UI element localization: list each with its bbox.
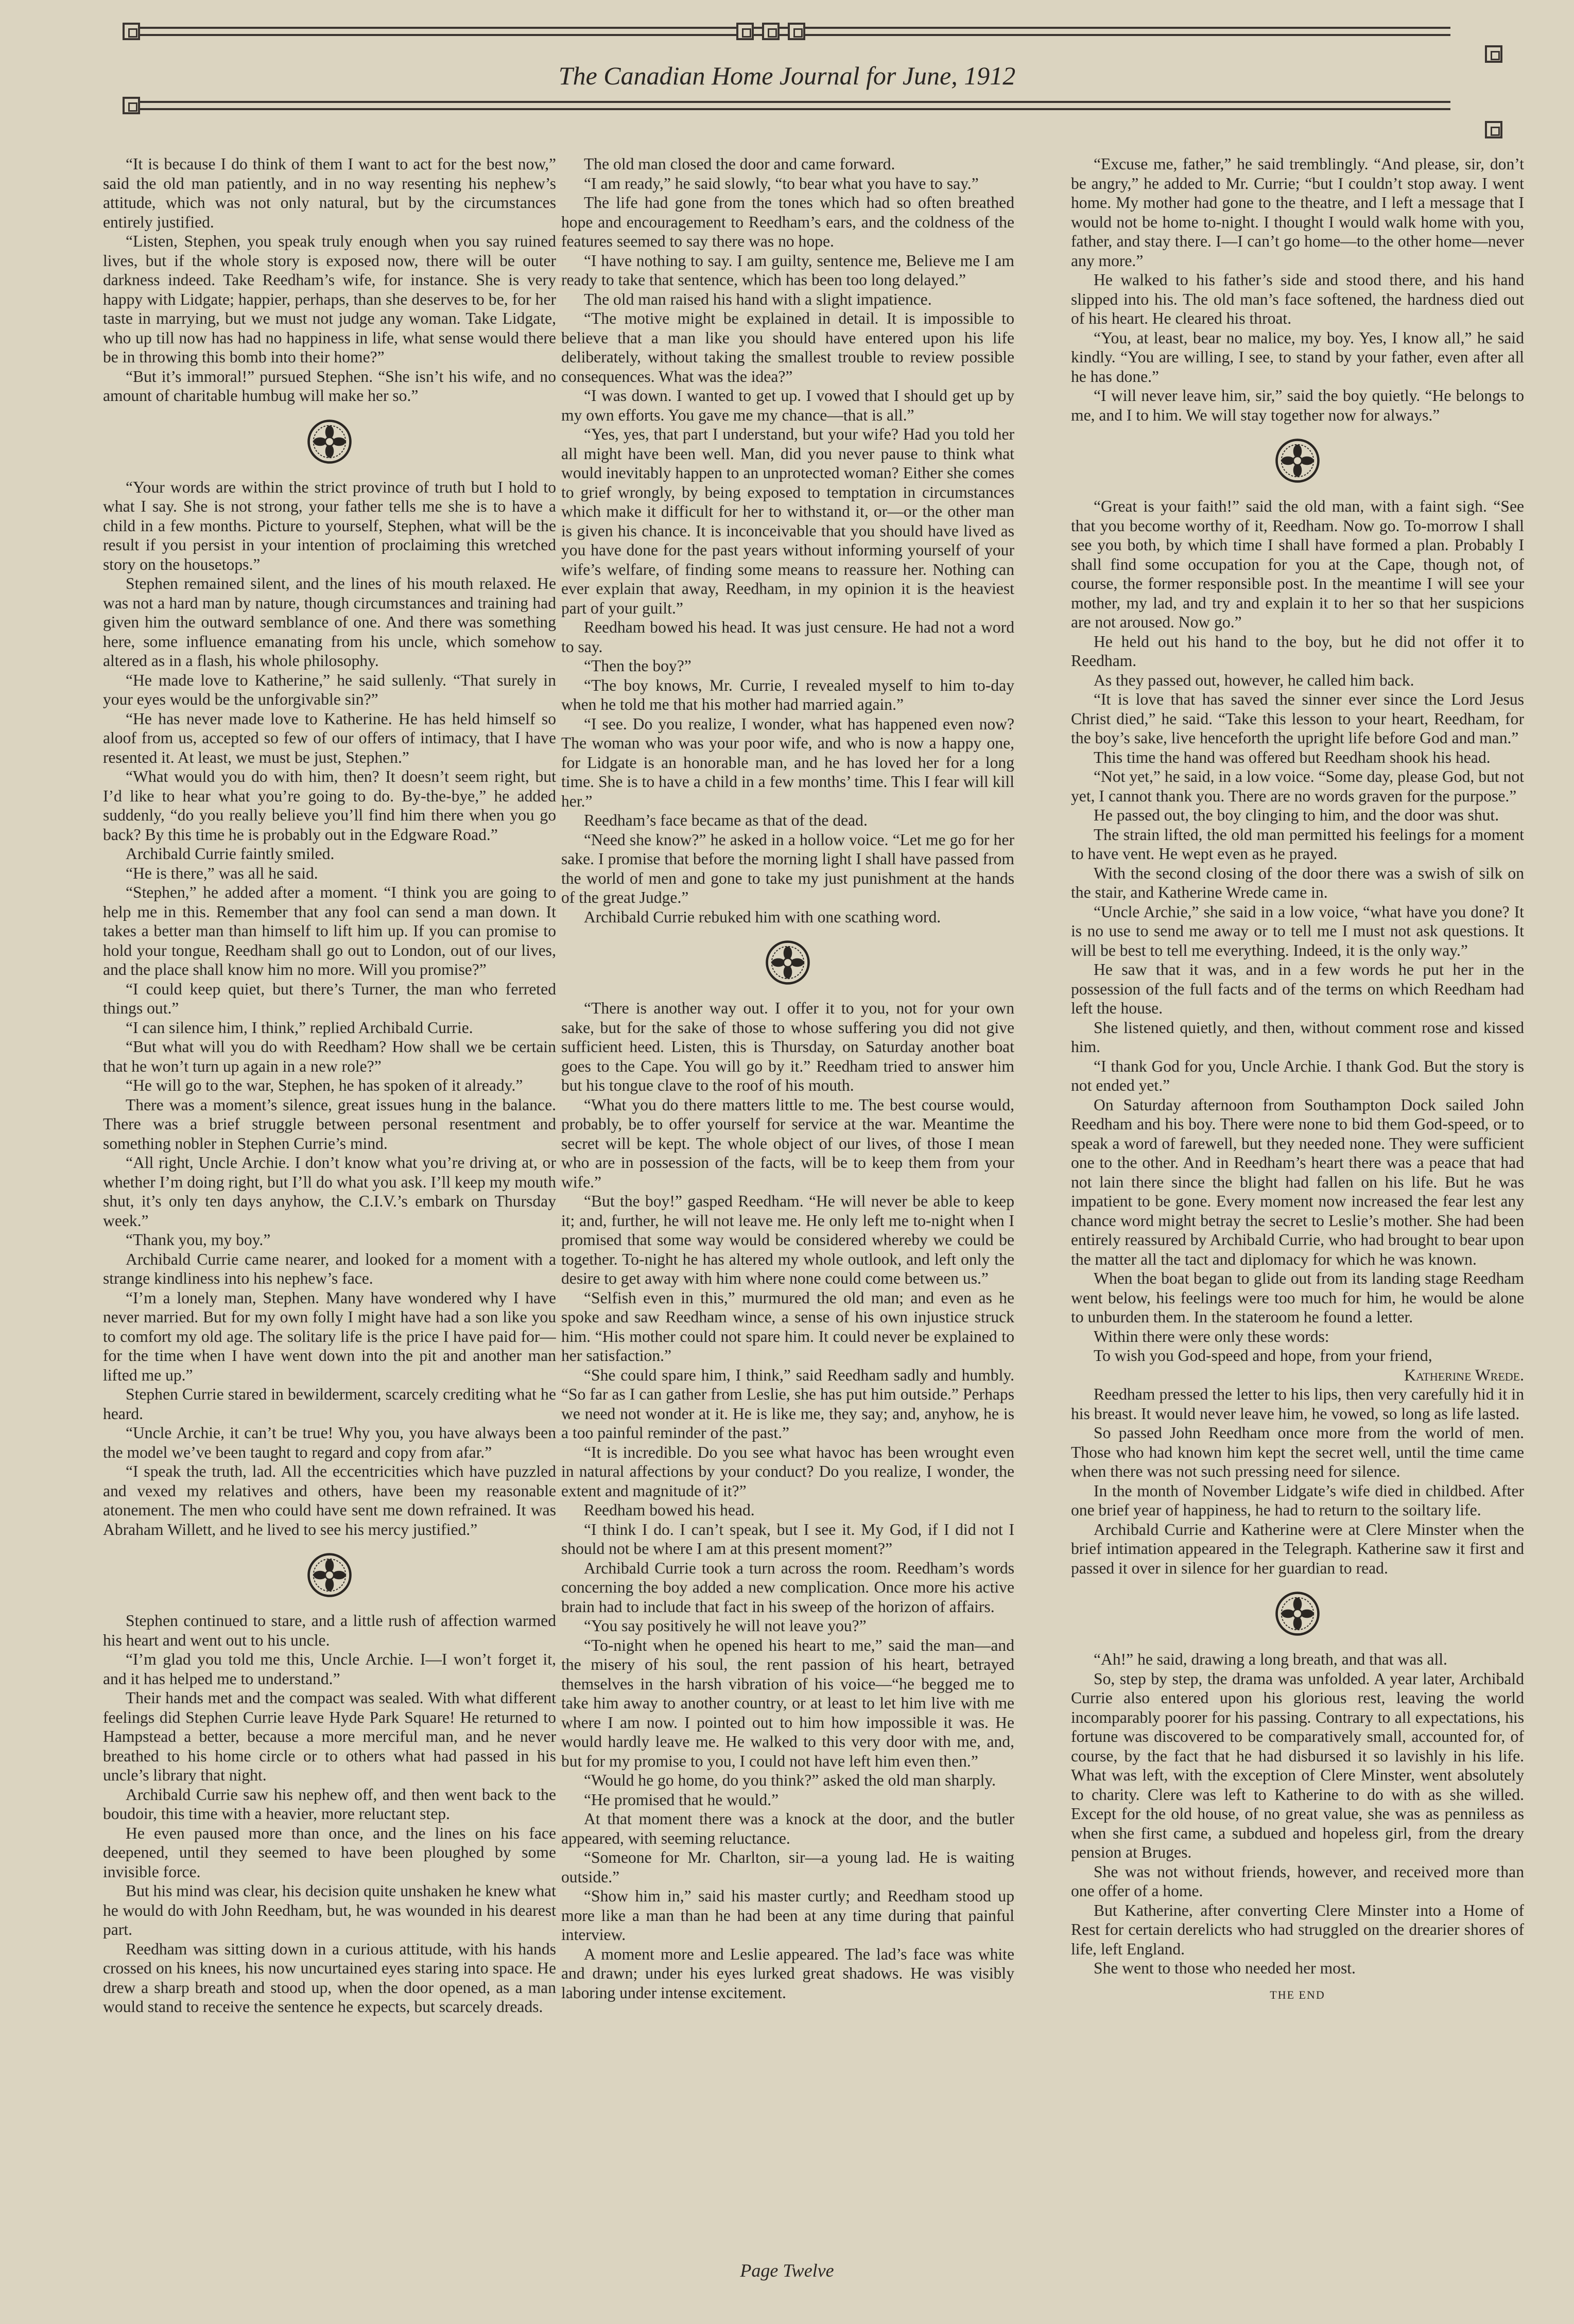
paragraph: “Ah!” he said, drawing a long breath, and that was all.: [1094, 1650, 1447, 1668]
paragraph: “He is there,” was all he said.: [126, 864, 318, 882]
paragraph: “But the boy!” gasped Reedham. “He will never be able to keep it; and, further, he will not leave me. He only left me to-night when I promised that some way would be considered whereby we could be together. To-night he has altered my whole outlook, and left only the desire to get away with him where none could come between us.”: [561, 1192, 1014, 1287]
paragraph: She was not without friends, however, and received more than one offer of a home.: [1071, 1862, 1524, 1900]
paragraph: “Would he go home, do you think?” asked the old man sharply.: [584, 1771, 996, 1789]
paragraph: Stephen Currie stared in bewilderment, scarcely crediting what he heard.: [103, 1385, 556, 1423]
top-rule-inner: [124, 34, 1450, 36]
paragraph: “It is because I do think of them I want to act for the best now,” said the old man patiently, and in no way resenting his nephew’s attitude, which was not only natural, but by the circumstances entirely justified.: [103, 155, 556, 231]
paragraph: “I’m glad you told me this, Uncle Archie. I—I won’t forget it, and it has helped me to understand.”: [103, 1650, 556, 1688]
paragraph: “But what will you do with Reedham? How shall we be certain that he won’t turn up again in a new role?”: [103, 1038, 556, 1075]
paragraph: “You say positively he will not leave you?”: [584, 1617, 867, 1635]
paragraph: “Uncle Archie,” she said in a low voice, “what have you done? It is no use to send me away or to tell me I must not ask questions. It will be best to tell me everything. Indeed, it is the only way.”: [1071, 902, 1524, 959]
paragraph: “Need she know?” he asked in a hollow voice. “Let me go for her sake. I promise that before the morning light I shall have passed from the world of men and gone to take my just punishment at the hands of the great Judge.”: [561, 830, 1014, 906]
paragraph: “I have nothing to say. I am guilty, sentence me, Believe me I am ready to take that sentence, which has been too long delayed.”: [561, 251, 1014, 289]
corner-ornament-icon: [123, 23, 140, 40]
paragraph: He even paused more than once, and the lines on his face deepened, until they seemed to have been ploughed by some invisible force.: [103, 1824, 556, 1881]
paragraph: Archibald Currie and Katherine were at Clere Minster when the brief intimation appeared in the Telegraph. Katherine saw it first and passed it over in silence for her guardian to read.: [1071, 1520, 1524, 1577]
header-rule: [124, 101, 1450, 103]
paragraph: “He promised that he would.”: [584, 1790, 779, 1809]
paragraph: “She could spare him, I think,” said Reedham sadly and humbly. “So far as I can gather from Leslie, she has put him outside.” Perhaps we need not wonder at it. He is like me, they say; and, anyhow, he is a too painful reminder of the past.”: [561, 1366, 1014, 1442]
top-rule: [124, 27, 1450, 29]
page-number: Page Twelve: [740, 2260, 834, 2281]
paragraph: “Stephen,” he added after a moment. “I think you are going to help me in this. Remember that any fool can send a man down. It takes a better man than himself to lift him up. If you can promise to hold your tongue, Reedham shall go out to London, out of our lives, and the place shall know him no more. Will you promise?”: [103, 883, 556, 978]
the-end-label: THE END: [1270, 1988, 1325, 2001]
paragraph: When the boat began to glide out from its landing stage Reedham went below, his feelings were too much for him, he would be alone to unburden them. In the stateroom he found a letter.: [1071, 1269, 1524, 1326]
paragraph: Stephen continued to stare, and a little rush of affection warmed his heart and went out to his uncle.: [103, 1612, 556, 1649]
paragraph: Within there were only these words:: [1094, 1327, 1329, 1346]
paragraph: So, step by step, the drama was unfolded. A year later, Archibald Currie also entered upon his glorious rest, leaving the world incomparably poorer for his passing. Contrary to all expectations, his fortune was discovered to be comparatively small, accounted for, of course, by the fact that he had disbursed it so lavishly in his life. What was left, with the exception of Clere Minster, went absolutely to charity. Clere was left to Katherine to do with as she willed. Except for the old house, of no great value, she was as penniless as when she first came, a subdued and hopeless girl, from the dreary pension at Bruges.: [1071, 1669, 1524, 1861]
paragraph: Archibald Currie saw his nephew off, and then went back to the boudoir, this time with a heavier, more reluctant step.: [103, 1785, 556, 1823]
paragraph: The life had gone from the tones which had so often breathed hope and encouragement to Reedham’s ears, and the coldness of the features seemed to say there was no hope.: [561, 194, 1014, 250]
paragraph: So passed John Reedham once more from the world of men. Those who had known him kept the secret well, until the time came when there was not such pressing need for silence.: [1071, 1424, 1524, 1480]
paragraph: “It is love that has saved the sinner ever since the Lord Jesus Christ died,” he said. “Take this lesson to your heart, Reedham, for the boy’s sake, live henceforth the upright life before God and man.”: [1071, 690, 1524, 747]
paragraph: “I think I do. I can’t speak, but I see it. My God, if I did not I should not be where I am at this present moment?”: [561, 1520, 1014, 1558]
letter-text: To wish you God-speed and hope, from your friend,: [1094, 1347, 1432, 1365]
paragraph: Reedham bowed his head. It was just censure. He had not a word to say.: [561, 618, 1014, 656]
header-rule-inner: [124, 108, 1450, 110]
paragraph: “He made love to Katherine,” he said sullenly. “That surely in your eyes would be the unforgivable sin?”: [103, 671, 556, 708]
paragraph: “Not yet,” he said, in a low voice. “Some day, please God, but not yet, I cannot thank you. There are no words graven for the purpose.”: [1071, 767, 1524, 805]
paragraph: “I could keep quiet, but there’s Turner, the man who ferreted things out.”: [103, 980, 556, 1017]
paragraph: Their hands met and the compact was sealed. With what different feelings did Stephen Currie leave Hyde Park Square! He returned to Hampstead a better, because a more merciful man, and he never breathed to his home circle or to others what had passed in his uncle’s library that night.: [103, 1689, 556, 1784]
paragraph: As they passed out, however, he called him back.: [1094, 671, 1414, 689]
paragraph: “The boy knows, Mr. Currie, I revealed myself to him to-day when he told me that his mother had married again.”: [561, 676, 1014, 713]
paragraph: He saw that it was, and in a few words he put her in the possession of the full facts and of the terms on which Reedham had left the house.: [1071, 960, 1524, 1017]
paragraph: There was a moment’s silence, great issues hung in the balance. There was a brief struggle between personal resentment and something nobler in Stephen Currie’s mind.: [103, 1095, 556, 1152]
paragraph: “The motive might be explained in detail. It is impossible to believe that a man like you should have entered upon his life deliberately, without taking the smallest trouble to review possible consequences. What was the idea?”: [561, 309, 1014, 386]
corner-ornament-icon: [1485, 45, 1502, 63]
masthead: The Canadian Home Journal for June, 1912: [558, 61, 1016, 90]
paragraph: “Uncle Archie, it can’t be true! Why you, you have always been the model we’ve been taught to regard and copy from afar.”: [103, 1424, 556, 1461]
paragraph: “Show him in,” said his master curtly; and Reedham stood up more like a man than he had been at any time during that painful interview.: [561, 1887, 1014, 1944]
corner-ornament-icon: [123, 97, 140, 114]
rosette-ornament-icon: [1071, 425, 1524, 497]
paragraph: “I’m a lonely man, Stephen. Many have wondered why I have never married. But for my own folly I might have had a son like you to comfort my old age. The solitary life is the price I have paid for—for the time when I have went down into the pit and another man lifted me up.”: [103, 1288, 556, 1384]
paragraph: Reedham bowed his head.: [584, 1501, 755, 1519]
paragraph: “You, at least, bear no malice, my boy. Yes, I know all,” he said kindly. “You are willing, I see, to stand by your father, even after all he has done.”: [1071, 328, 1524, 386]
paragraph: The strain lifted, the old man permitted his feelings for a moment to have vent. He wept even as he prayed.: [1071, 825, 1524, 863]
paragraph: “Great is your faith!” said the old man, with a faint sigh. “See that you become worthy of it, Reedham. Now go. To-morrow I shall see you both, by which time I shall have formed a plan. Probably I shall find some occupation for you at the Cape, though not, of course, the former responsible post. In the meantime I will see your mother, my lad, and try and explain it to her so that her suspicions are not aroused. Now go.”: [1071, 497, 1524, 631]
paragraph: He walked to his father’s side and stood there, and his hand slipped into his. The old man’s face softened, the hardness died out of his heart. He cleared his throat.: [1071, 271, 1524, 327]
paragraph: “There is another way out. I offer it to you, not for your own sake, but for the sake of those to whose suffering you did not give sufficient heed. Listen, this is Thursday, on Saturday another boat goes to the Cape. You will go by it.” Reedham tried to answer him but his tongue clave to the roof of his mouth.: [561, 999, 1014, 1094]
paragraph: Archibald Currie took a turn across the room. Reedham’s words concerning the boy added a new complication. Once more his active brain had to include that fact in his sweep of the horizon of affairs.: [561, 1559, 1014, 1616]
paragraph: He held out his hand to the boy, but he did not offer it to Reedham.: [1071, 632, 1524, 670]
rosette-ornament-icon: [1071, 1578, 1524, 1650]
paragraph: “To-night when he opened his heart to me,” said the man—and the misery of his soul, the rent passion of his heart, betrayed themselves in the harsh vibration of his voice—“he begged me to take him away to another country, or at least to let him live with me where I am now. I pointed out to him how impossible it was. He would hardly leave me. He walked to this very door with me, and, but for my promise to you, I could not have left him even then.”: [561, 1636, 1014, 1770]
paragraph: “Yes, yes, that part I understand, but your wife? Had you told her all might have been well. Man, did you never pause to think what would inevitably happen to an unprotected woman? Either she comes to grief wrongly, by being exposed to temptation in circumstances which make it difficult for her to withstand it, or—or the other man is given his chance. It is inconceivable that you should have lived as you have done for the past years without informing yourself of your wife’s welfare, of finding some means to reassure her. Nothing can ever explain that away, Reedham, in my opinion it is the heaviest part of your guilt.”: [561, 425, 1014, 617]
paragraph: “Then the boy?”: [584, 657, 691, 675]
paragraph: “Your words are within the strict province of truth but I hold to what I say. She is not strong, your father tells me she is to have a child in a few months. Picture to yourself, Stephen, what will be the result if you persist in your intention of proclaiming this wretched story on the housetops.”: [103, 478, 556, 573]
paragraph: A moment more and Leslie appeared. The lad’s face was white and drawn; under his eyes lurked great shadows. He was visibly laboring under intense excitement.: [561, 1945, 1014, 2002]
paragraph: “I was down. I wanted to get up. I vowed that I should get up by my own efforts. You gave me my chance—that is all.”: [561, 387, 1014, 424]
paragraph: “He has never made love to Katherine. He has held himself so aloof from us, accepted so few of our offers of intimacy, that I have resented it. At least, we must be just, Stephen.”: [103, 709, 556, 766]
paragraph: “I see. Do you realize, I wonder, what has happened even now? The woman who was your poor wife, and who is now a happy one, for Lidgate is an honorable man, and he has loved her for a long time. She is to have a child in a few months’ time. This I fear will kill her.”: [561, 714, 1014, 810]
center-ornament-icon: [736, 23, 754, 40]
paragraph: “Excuse me, father,” he said tremblingly. “And please, sir, don’t be angry,” he added to Mr. Currie; “but I couldn’t stop away. I went home. My mother had gone to the theatre, and I left a message that I would not be home to-night. I thought I would walk home with you, father, and stay there. I—I can’t go home—to the other home—never any more.”: [1071, 155, 1524, 270]
paragraph: “I am ready,” he said slowly, “to bear what you have to say.”: [584, 174, 979, 193]
paragraph: He passed out, the boy clinging to him, and the door was shut.: [1094, 806, 1499, 824]
corner-ornament-icon: [1485, 121, 1502, 138]
paragraph: “Listen, Stephen, you speak truly enough when you say ruined lives, but if the whole story is exposed now, there will be outer darkness indeed. Take Reedham’s wife, for instance. She is very happy with Lidgate; happier, perhaps, than she deserves to be, for her taste in marrying, but we must not judge any woman. Take Lidgate, who up till now has had no happiness in life, what sense would there be in throwing this bomb into their home?”: [103, 232, 556, 366]
rosette-ornament-icon: [561, 927, 1014, 999]
paragraph: With the second closing of the door there was a swish of silk on the stair, and Katherine Wrede came in.: [1071, 864, 1524, 901]
paragraph: Archibald Currie rebuked him with one scathing word.: [584, 907, 941, 926]
paragraph: Reedham’s face became as that of the dead.: [584, 811, 868, 829]
paragraph: The old man closed the door and came forward.: [584, 155, 895, 173]
center-ornament-icon: [762, 23, 780, 40]
article-column-2: [561, 154, 1014, 2239]
paragraph: But Katherine, after converting Clere Minster into a Home of Rest for certain derelicts who had struggled on the drearier shores of life, left England.: [1071, 1901, 1524, 1958]
paragraph: On Saturday afternoon from Southampton Dock sailed John Reedham and his boy. There were none to bid them God-speed, or to speak a word of farewell, but they needed none. They were sufficient one to the other. And in Reedham’s heart there was a peace that had not lain there since the blight had fallen on his life. But he was impatient to be gone. Every moment now increased the fear lest any chance word might betray the secret to Leslie’s mother. She had been entirely reassured by Archibald Currie, who had brought to bear upon the matter all the tact and diplomacy for which he was known.: [1071, 1095, 1524, 1268]
rosette-ornament-icon: [103, 1539, 556, 1611]
paragraph: “Thank you, my boy.”: [126, 1231, 271, 1249]
paragraph: “What you do there matters little to me. The best course would, probably, be to offer yourself for service at the war. Meantime the secret will be kept. The whole object of our lives, of those I mean who are in possession of the facts, will be to keep them from your wife.”: [561, 1095, 1014, 1191]
paragraph: “All right, Uncle Archie. I don’t know what you’re driving at, or whether I’m doing right, but I’ll do what you ask. I’ll keep my mouth shut, it’s only ten days anyhow, the C.I.V.’s embark on Thursday week.”: [103, 1154, 556, 1230]
paragraph: “I thank God for you, Uncle Archie. I thank God. But the story is not ended yet.”: [1071, 1057, 1524, 1094]
paragraph: But his mind was clear, his decision quite unshaken he knew what he would do with John Reedham, but, he was wounded in his dearest part.: [103, 1882, 556, 1938]
paragraph: “But it’s immoral!” pursued Stephen. “She isn’t his wife, and no amount of charitable humbug will make her so.”: [103, 367, 556, 405]
article-column-1: [103, 154, 556, 2239]
center-ornament-icon: [788, 23, 805, 40]
paragraph: Archibald Currie faintly smiled.: [126, 845, 335, 863]
paragraph: “It is incredible. Do you see what havoc has been wrought even in natural affections by your conduct? Do you realize, I wonder, the extent and magnitude of it?”: [561, 1443, 1014, 1500]
paragraph: “What would you do with him, then? It doesn’t seem right, but I’d like to hear what you’re going to do. By-the-bye,” he added suddenly, “do you really believe you’ll find him there when you go back? By this time he is probably out in the Edgware Road.”: [103, 767, 556, 844]
paragraph: “He will go to the war, Stephen, he has spoken of it already.”: [126, 1076, 523, 1094]
article-column-3: [1071, 154, 1524, 2239]
paragraph: “I can silence him, I think,” replied Archibald Currie.: [126, 1018, 473, 1037]
paragraph: Archibald Currie came nearer, and looked for a moment with a strange kindliness into his nephew’s face.: [103, 1250, 556, 1287]
letter-signature: Katherine Wrede.: [1404, 1366, 1524, 1384]
paragraph: She listened quietly, and then, without comment rose and kissed him.: [1071, 1018, 1524, 1056]
paragraph: The old man raised his hand with a slight impatience.: [584, 290, 932, 308]
paragraph: This time the hand was offered but Reedham shook his head.: [1094, 748, 1491, 766]
paragraph: In the month of November Lidgate’s wife died in childbed. After one brief year of happiness, he had to return to the soiltary life.: [1071, 1481, 1524, 1519]
paragraph: Stephen remained silent, and the lines of his mouth relaxed. He was not a hard man by nature, though circumstances and training had given him the outward semblance of one. And there was something here, some influence emanating from his uncle, which somehow altered as in a flash, his whole philosophy.: [103, 574, 556, 670]
paragraph: “I speak the truth, lad. All the eccentricities which have puzzled and vexed my relatives and others, have been my reasonable atonement. The men who could have sent me down refrained. It was Abraham Willett, and he lived to see his mercy justified.”: [103, 1462, 556, 1539]
paragraph: Reedham pressed the letter to his lips, then very carefully hid it in his breast. It would never leave him, he vowed, so long as life lasted.: [1071, 1385, 1524, 1423]
paragraph: Reedham was sitting down in a curious attitude, with his hands crossed on his knees, his now uncurtained eyes staring into space. He drew a sharp breath and stood up, when the door opened, as a man would stand to receive the sentence he expects, but scarcely dreads.: [103, 1939, 556, 2016]
rosette-ornament-icon: [103, 406, 556, 478]
paragraph: “I will never leave him, sir,” said the boy quietly. “He belongs to me, and I to him. We will stay together now for always.”: [1071, 387, 1524, 424]
paragraph: At that moment there was a knock at the door, and the butler appeared, with seeming reluctance.: [561, 1810, 1014, 1847]
paragraph: “Someone for Mr. Charlton, sir—a young lad. He is waiting outside.”: [561, 1848, 1014, 1886]
paragraph: “Selfish even in this,” murmured the old man; and even as he spoke and saw Reedham wince, a sense of his own injustice struck him. “His mother could not spare him. It could never be explained to her satisfaction.”: [561, 1288, 1014, 1365]
paragraph: She went to those who needed her most.: [1094, 1959, 1356, 1977]
